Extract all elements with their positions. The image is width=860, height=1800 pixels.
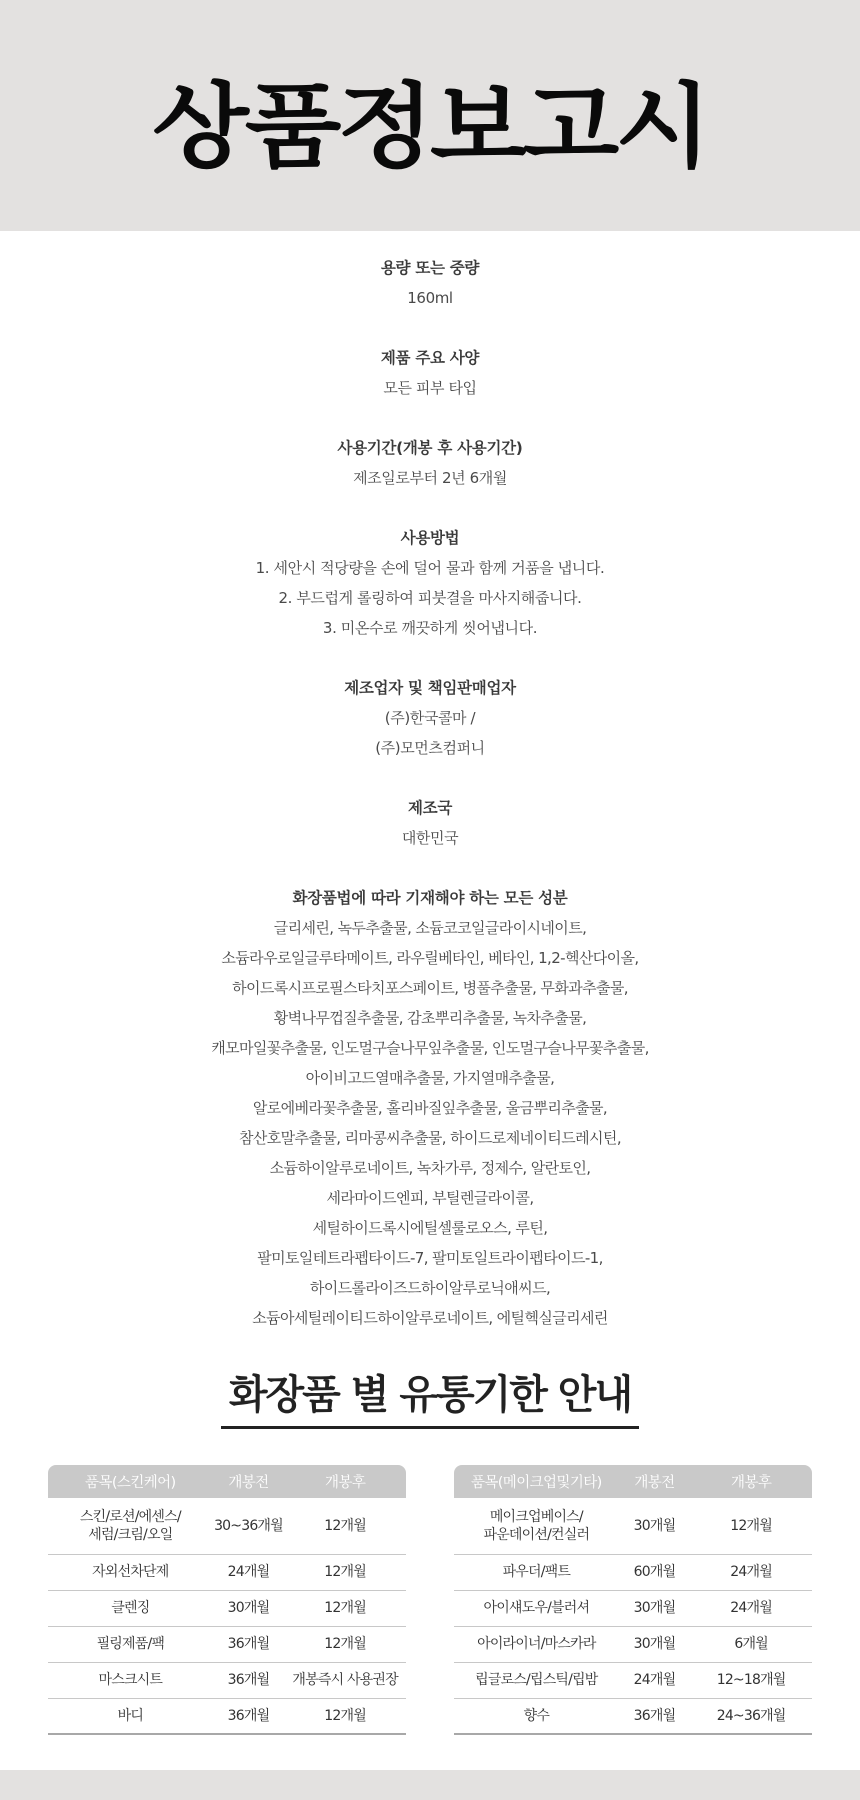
page-title: 상품정보고시 <box>152 72 708 180</box>
section-heading: 사용기간(개봉 후 사용기간) <box>337 439 523 457</box>
section-line: 소듐라우로일글루타메이트, 라우릴베타인, 베타인, 1,2-헥산다이올, <box>221 949 639 967</box>
table-cell: 메이크업베이스/ 파운데이션/컨실러 <box>454 1498 619 1554</box>
table-row <box>454 1662 812 1698</box>
footer-band <box>0 1770 860 1800</box>
table-cell: 립글로스/립스틱/립밤 <box>454 1662 619 1698</box>
table-cell: 아이라이너/마스카라 <box>454 1626 619 1662</box>
section-line: 160ml <box>407 289 453 307</box>
section-line: 글리세린, 녹두추출물, 소듐코코일글라이시네이트, <box>273 919 587 937</box>
section-line: 알로에베라꽃추출물, 홀리바질잎추출물, 울금뿌리추출물, <box>252 1099 608 1117</box>
makeup-expiry-table <box>454 1465 812 1735</box>
table-cell: 24개월 <box>619 1662 691 1698</box>
info-section <box>0 523 860 643</box>
table-cell: 파우더/팩트 <box>454 1554 619 1590</box>
table-row <box>454 1698 812 1734</box>
table-row <box>454 1498 812 1554</box>
section-line: 소듐하이알루로네이트, 녹차가루, 정제수, 알란토인, <box>269 1159 591 1177</box>
table-header-cell: 개봉후 <box>284 1465 406 1498</box>
table-cell: 60개월 <box>619 1554 691 1590</box>
table-row <box>454 1590 812 1626</box>
table-cell: 12개월 <box>284 1626 406 1662</box>
header-banner <box>0 0 860 231</box>
section-line: 모든 피부 타입 <box>383 379 477 397</box>
table-cell: 12개월 <box>690 1498 812 1554</box>
table-header-row <box>48 1465 406 1498</box>
table-row <box>48 1498 406 1554</box>
table-row <box>48 1554 406 1590</box>
table-cell: 12개월 <box>284 1554 406 1590</box>
table-cell: 30개월 <box>619 1626 691 1662</box>
table-cell: 6개월 <box>690 1626 812 1662</box>
section-line: 아이비고드열매추출물, 가지열매추출물, <box>305 1069 555 1087</box>
table-row <box>48 1590 406 1626</box>
expiry-tables <box>0 1465 860 1735</box>
table-cell: 필링제품/팩 <box>48 1626 213 1662</box>
table-header-cell: 개봉후 <box>690 1465 812 1498</box>
table-cell: 24개월 <box>690 1590 812 1626</box>
section-line: 캐모마일꽃추출물, 인도멀구슬나무잎추출물, 인도멀구슬나무꽃추출물, <box>211 1039 649 1057</box>
table-header-row <box>454 1465 812 1498</box>
table-cell: 36개월 <box>213 1626 285 1662</box>
table-cell: 향수 <box>454 1698 619 1734</box>
section-heading: 사용방법 <box>400 529 460 547</box>
expiry-guide-title: 화장품 별 유통기한 안내 <box>221 1363 639 1429</box>
table-row <box>454 1626 812 1662</box>
section-line: 1. 세안시 적당량을 손에 덜어 물과 함께 거품을 냅니다. <box>255 559 605 577</box>
section-heading: 제조국 <box>407 799 453 817</box>
table-cell: 36개월 <box>213 1662 285 1698</box>
table-cell: 30개월 <box>213 1590 285 1626</box>
section-line: 하이드록시프로필스타치포스페이트, 병풀추출물, 무화과추출물, <box>232 979 628 997</box>
table-cell: 마스크시트 <box>48 1662 213 1698</box>
section-line: 3. 미온수로 깨끗하게 씻어냅니다. <box>322 619 538 637</box>
table-cell: 24~36개월 <box>690 1698 812 1734</box>
info-section <box>0 673 860 763</box>
section-line: 세라마이드엔피, 부틸렌글라이콜, <box>326 1189 534 1207</box>
table-cell: 아이섀도우/블러셔 <box>454 1590 619 1626</box>
section-line: 하이드롤라이즈드하이알루로닉애씨드, <box>309 1279 551 1297</box>
info-section <box>0 343 860 403</box>
table-cell: 바디 <box>48 1698 213 1734</box>
table-header-cell: 품목(스킨케어) <box>48 1465 213 1498</box>
info-section <box>0 253 860 313</box>
section-line: 세틸하이드록시에틸셀룰로오스, 루틴, <box>312 1219 548 1237</box>
section-line: 제조일로부터 2년 6개월 <box>353 469 507 487</box>
section-line: (주)한국콜마 / <box>384 709 476 727</box>
table-cell: 12개월 <box>284 1698 406 1734</box>
table-cell: 24개월 <box>213 1554 285 1590</box>
info-section <box>0 793 860 853</box>
table-header-cell: 개봉전 <box>619 1465 691 1498</box>
section-heading: 용량 또는 중량 <box>380 259 480 277</box>
table-header-cell: 개봉전 <box>213 1465 285 1498</box>
table-row <box>48 1698 406 1734</box>
section-heading: 화장품법에 따라 기재해야 하는 모든 성분 <box>292 889 568 907</box>
section-line: (주)모먼츠컴퍼니 <box>375 739 485 757</box>
section-heading: 제품 주요 사양 <box>380 349 480 367</box>
section-line: 황벽나무껍질추출물, 감초뿌리추출물, 녹차추출물, <box>273 1009 587 1027</box>
section-line: 참산호말추출물, 리마콩씨추출물, 하이드로제네이티드레시틴, <box>239 1129 621 1147</box>
table-cell: 24개월 <box>690 1554 812 1590</box>
table-cell: 12개월 <box>284 1498 406 1554</box>
table-cell: 30개월 <box>619 1590 691 1626</box>
table-cell: 30개월 <box>619 1498 691 1554</box>
section-line: 2. 부드럽게 롤링하여 피붓결을 마사지해줍니다. <box>278 589 582 607</box>
table-header-cell: 품목(메이크업및기타) <box>454 1465 619 1498</box>
info-section <box>0 433 860 493</box>
table-cell: 12개월 <box>284 1590 406 1626</box>
info-section <box>0 883 860 1333</box>
table-cell: 개봉즉시 사용권장 <box>284 1662 406 1698</box>
product-info-list <box>0 231 860 1333</box>
table-cell: 스킨/로션/에센스/ 세럼/크림/오일 <box>48 1498 213 1554</box>
section-line: 대한민국 <box>401 829 459 847</box>
section-line: 팔미토일테트라펩타이드-7, 팔미토일트라이펩타이드-1, <box>257 1249 603 1267</box>
table-row <box>48 1626 406 1662</box>
table-row <box>454 1554 812 1590</box>
section-line: 소듐아세틸레이티드하이알루로네이트, 에틸헥실글리세린 <box>252 1309 608 1327</box>
skincare-expiry-table <box>48 1465 406 1735</box>
table-cell: 30~36개월 <box>213 1498 285 1554</box>
table-cell: 자외선차단제 <box>48 1554 213 1590</box>
table-cell: 36개월 <box>619 1698 691 1734</box>
table-cell: 클렌징 <box>48 1590 213 1626</box>
table-cell: 12~18개월 <box>690 1662 812 1698</box>
section-heading: 제조업자 및 책임판매업자 <box>344 679 516 697</box>
table-row <box>48 1662 406 1698</box>
table-cell: 36개월 <box>213 1698 285 1734</box>
expiry-guide <box>0 1363 860 1429</box>
